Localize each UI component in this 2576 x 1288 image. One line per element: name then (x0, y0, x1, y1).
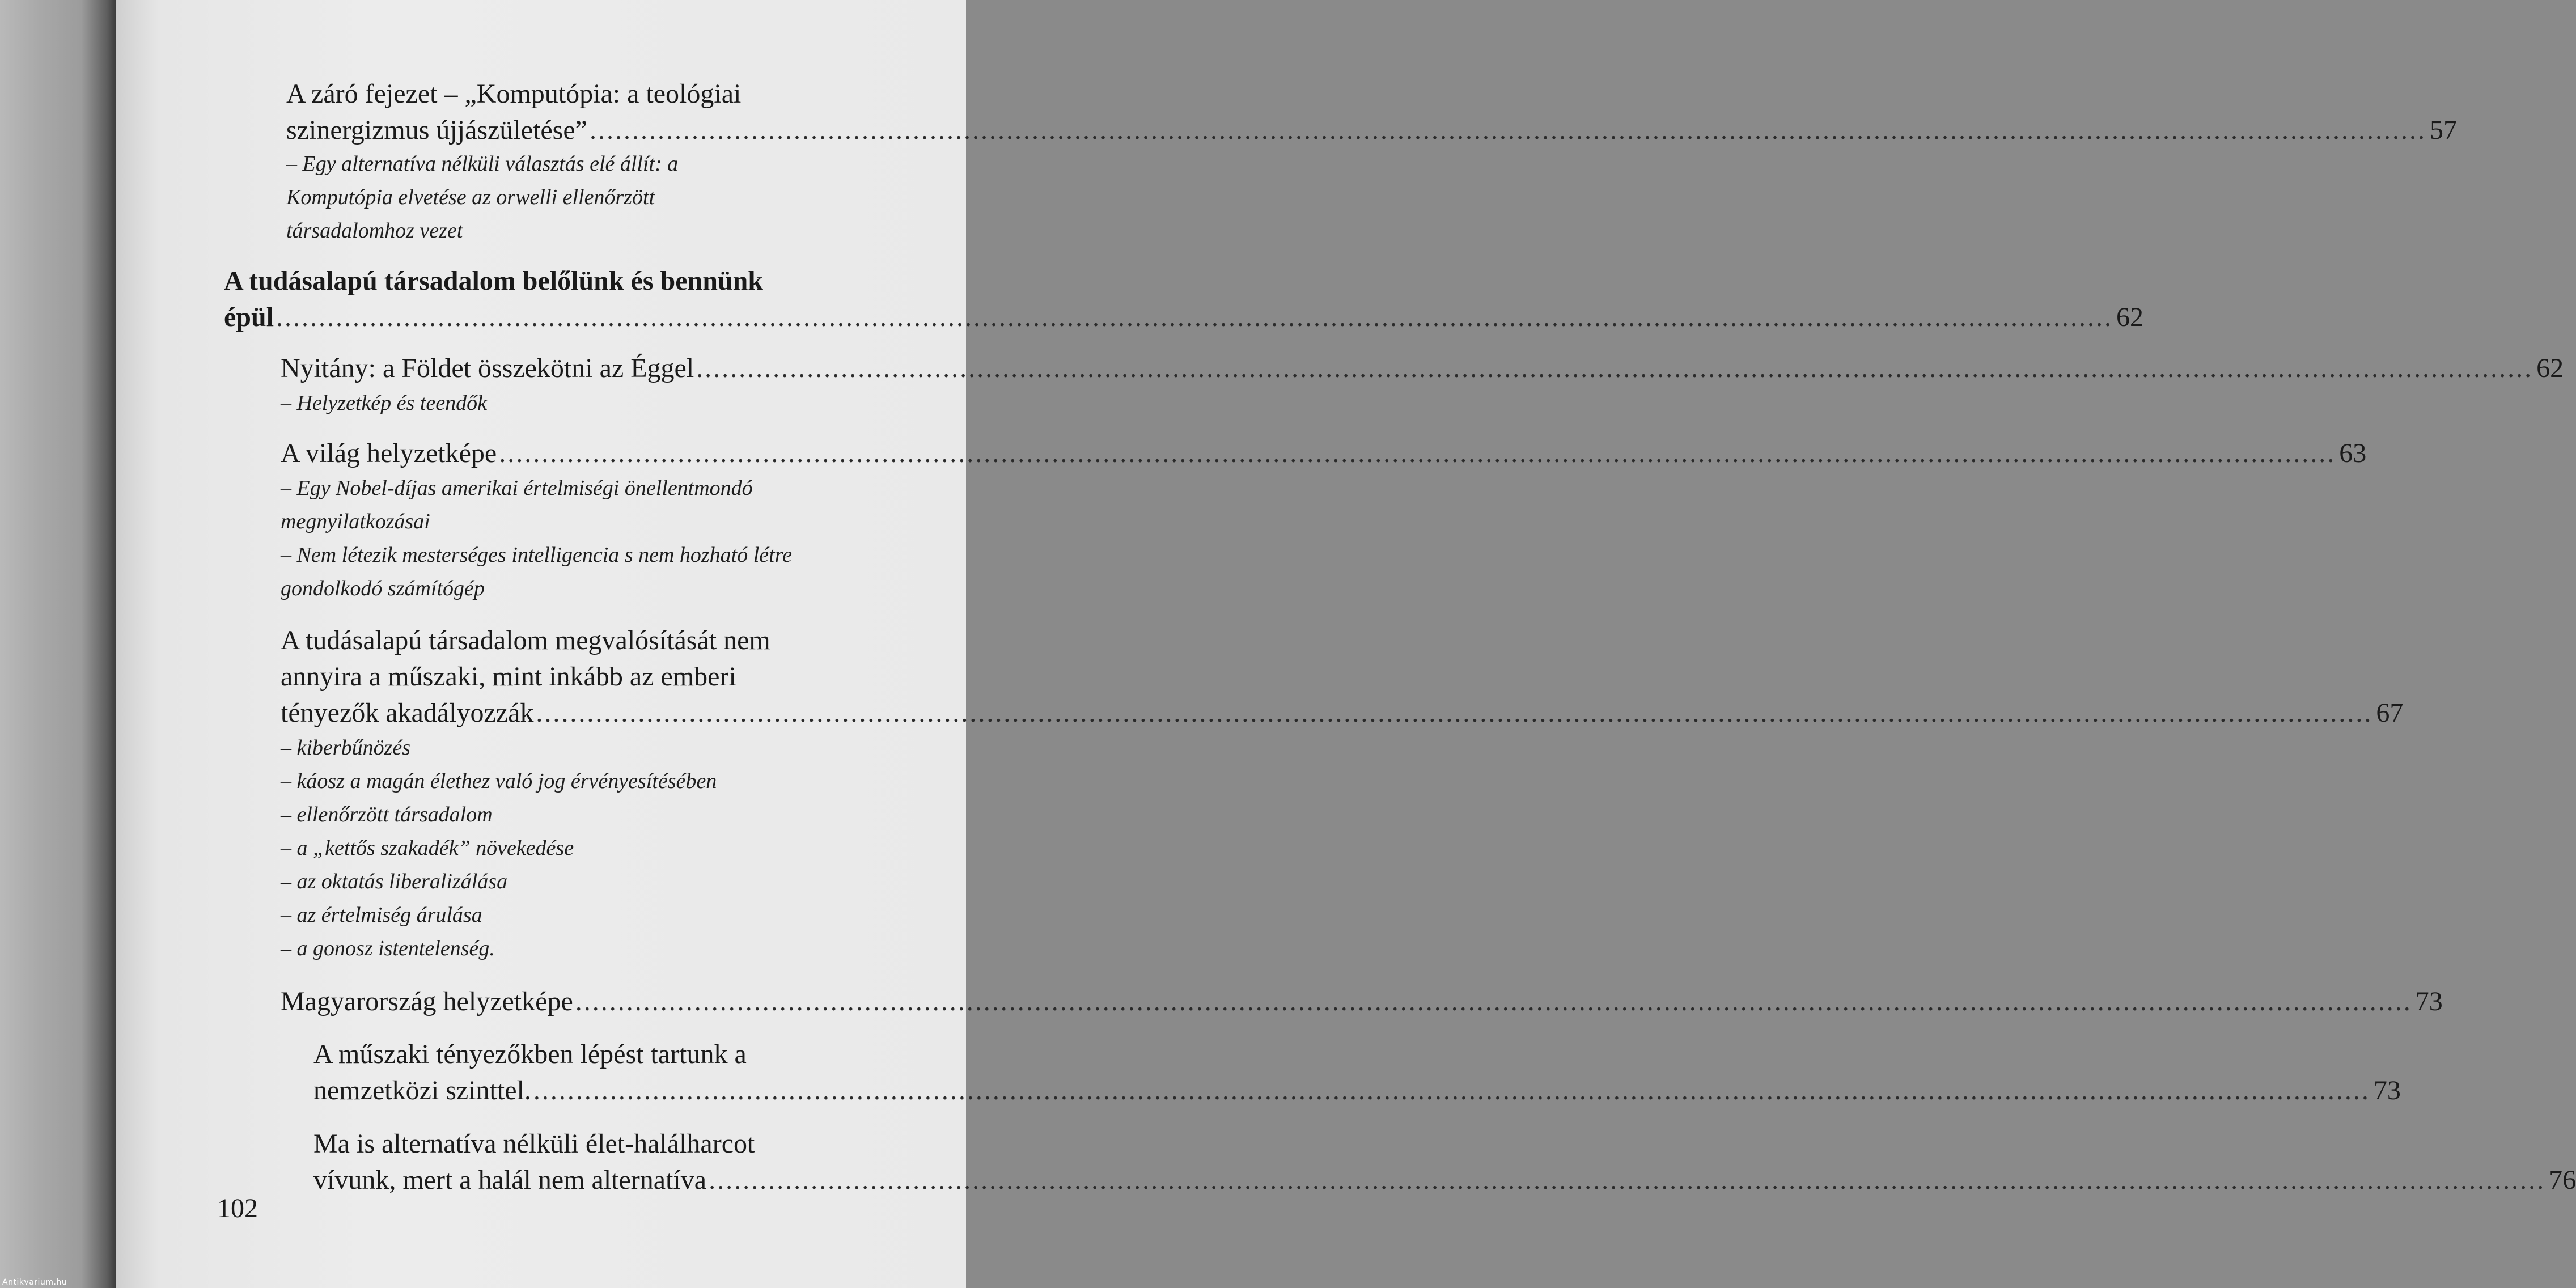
entry-title-line: szinergizmus újjászületése” (286, 115, 587, 145)
toc-entry-nyitany (281, 350, 2564, 420)
page-number: 102 (217, 1193, 258, 1223)
entry-title-line: Nyitány: a Földet összekötni az Éggel (281, 353, 694, 383)
entry-subtopic: gondolkodó számítógép (281, 577, 485, 600)
toc-entry-magyarorszag-helyzetkepe (281, 984, 2443, 1020)
entry-title-line: A záró fejezet – „Komputópia: a teológiai (286, 79, 742, 109)
entry-page-number: 63 (2339, 438, 2367, 468)
entry-title-line: tényezők akadályozzák (281, 698, 534, 728)
entry-page-number: 62 (2536, 353, 2564, 383)
entry-subtopic: – Nem létezik mesterséges intelligencia s nem hozható létre (281, 543, 792, 567)
toc-entry-muszaki-tenyezok (313, 1036, 2401, 1109)
entry-title-line: vívunk, mert a halál nem alternatíva (313, 1165, 707, 1195)
entry-title-line: A tudásalapú társadalom megvalósítását nem (281, 625, 770, 655)
dot-leader (536, 695, 2372, 731)
dot-leader (590, 112, 2426, 149)
entry-subtopic: – ellenőrzött társadalom (281, 803, 493, 827)
toc-entry-elet-halalharc (313, 1126, 2576, 1198)
chapter-title-line: A tudásalapú társadalom belőlünk és bennünk (224, 266, 763, 296)
entry-subtopic: megnyilatkozásai (281, 510, 430, 533)
book-page (116, 0, 2576, 1288)
entry-title-line: A világ helyzetképe (281, 438, 497, 468)
entry-page-number: 73 (2373, 1075, 2401, 1105)
entry-subtopic: társadalomhoz vezet (286, 219, 463, 243)
entry-page-number: 57 (2429, 115, 2457, 145)
watermark: Antikvarium.hu (2, 1278, 67, 1287)
dot-leader (696, 350, 2533, 387)
entry-title-line: Ma is alternatíva nélküli élet-halálharcot (313, 1129, 755, 1159)
entry-subtopic: – káosz a magán élethez való jog érvényesítésében (281, 769, 717, 793)
entry-title-line: nemzetközi szinttel. (313, 1075, 531, 1105)
toc-entry-komputopia (286, 76, 2457, 248)
entry-subtopic: Komputópia elvetése az orwelli ellenőrzött (286, 185, 655, 209)
entry-page-number: 73 (2415, 986, 2443, 1016)
dot-leader (499, 435, 2336, 472)
toc-chapter-tudasalapu-tarsadalom (224, 263, 2144, 336)
entry-page-number: 67 (2376, 698, 2404, 728)
entry-subtopic: – az értelmiség árulása (281, 903, 482, 927)
book-binding (0, 0, 116, 1288)
entry-subtopic: – Egy Nobel-díjas amerikai értelmiségi önellentmondó (281, 476, 753, 500)
dot-leader (533, 1073, 2370, 1109)
entry-title-line: Magyarország helyzetképe (281, 986, 573, 1016)
entry-title-line: A műszaki tényezőkben lépést tartunk a (313, 1039, 747, 1069)
entry-subtopic: – Helyzetkép és teendők (281, 391, 487, 415)
entry-subtopic: – Egy alternatíva nélküli választás elé állít: a (286, 152, 679, 176)
entry-page-number: 76 (2549, 1165, 2576, 1195)
toc-entry-akadalyok (281, 622, 2404, 965)
chapter-page-number: 62 (2116, 302, 2144, 332)
entry-title (286, 76, 2457, 149)
dot-leader (709, 1162, 2545, 1198)
entry-subtopic: – az oktatás liberalizálása (281, 870, 508, 893)
toc-entry-vilag-helyzetkepe (281, 435, 2367, 605)
dot-leader (575, 984, 2412, 1020)
chapter-title-line: épül (224, 302, 274, 332)
entry-subtopic: – a „kettős szakadék” növekedése (281, 836, 574, 860)
entry-title-line: annyira a műszaki, mint inkább az emberi (281, 662, 736, 692)
dot-leader (276, 299, 2113, 336)
entry-subtopic: – a gonosz istentelenség. (281, 937, 495, 960)
entry-subtopic: – kiberbűnözés (281, 736, 411, 760)
